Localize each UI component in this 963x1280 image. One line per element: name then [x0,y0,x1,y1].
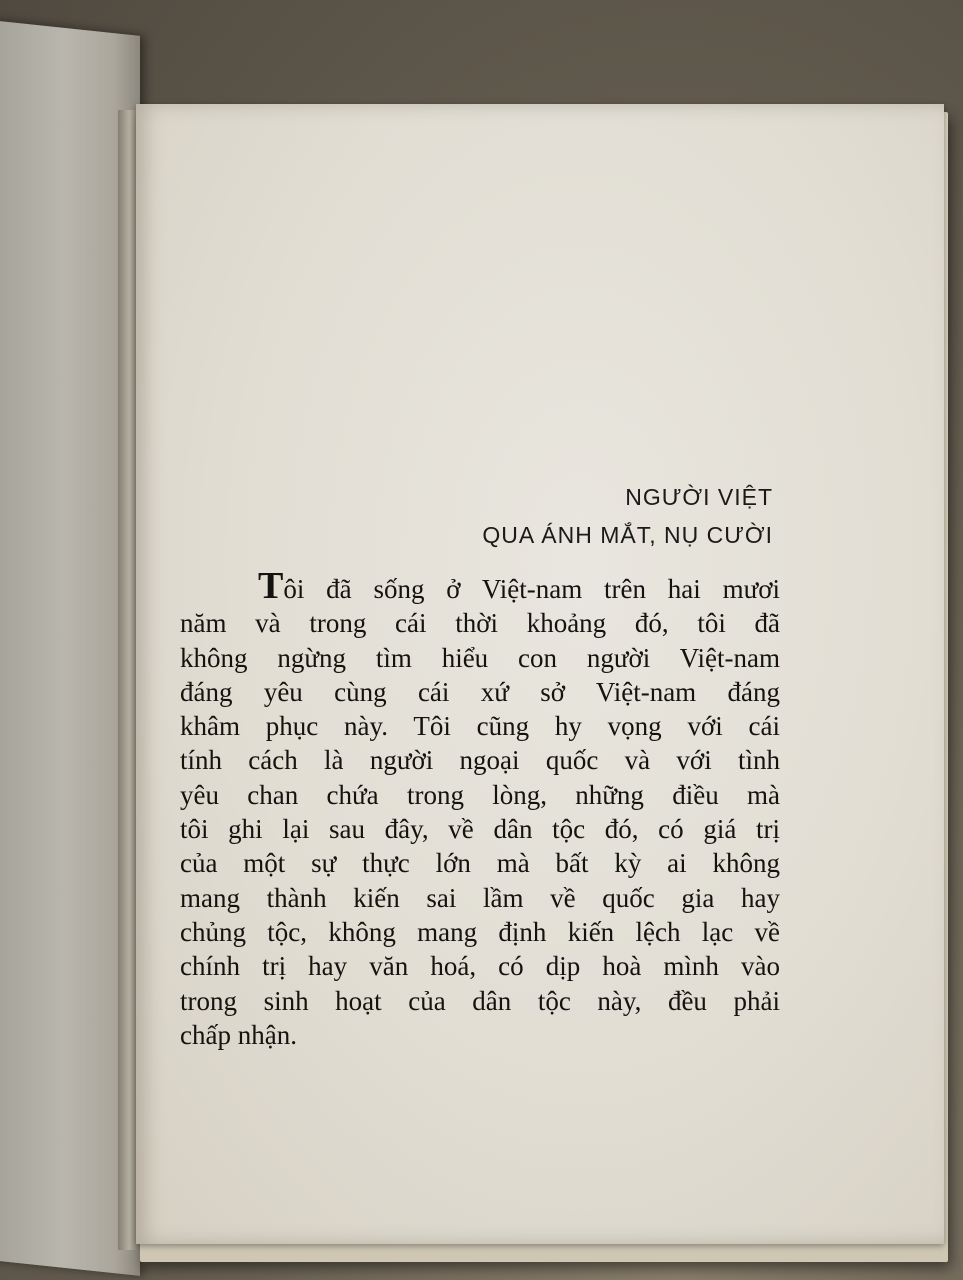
paragraph-line: trong sinh hoạt của dân tộc này, đều phải [180,985,780,1016]
chapter-title-line-1: NGƯỜI VIỆT [625,484,773,510]
paragraph-last-line: chấp nhận. [180,1019,297,1050]
body-paragraph [180,565,780,1052]
paragraph-line: mang thành kiến sai lầm về quốc gia hay [180,882,780,913]
first-line-text: ôi đã sống ở Việt-nam trên hai mươi [283,574,780,604]
drop-cap: T [258,565,284,607]
chapter-title-line-2: QUA ÁNH MẮT, NỤ CƯỜI [482,522,773,548]
paragraph-line: yêu chan chứa trong lòng, những điều mà [180,779,780,810]
paragraph-line: chủng tộc, không mang định kiến lệch lạc về [180,916,780,947]
paragraph-line: đáng yêu cùng cái xứ sở Việt-nam đáng [180,676,780,707]
paragraph-line: khâm phục này. Tôi cũng hy vọng với cái [180,711,780,742]
paragraph-line: chính trị hay văn hoá, có dịp hoà mình vào [180,951,780,982]
paragraph-line: tôi ghi lại sau đây, về dân tộc đó, có giá trị [180,814,780,845]
paragraph-line [180,565,780,607]
paragraph-line: của một sự thực lớn mà bất kỳ ai không [180,848,780,879]
chapter-heading [482,478,773,554]
paragraph-line: không ngừng tìm hiểu con người Việt-nam [180,642,780,673]
paragraph-line: năm và trong cái thời khoảng đó, tôi đã [180,608,780,639]
paragraph-line: tính cách là người ngoại quốc và với tình [180,745,780,776]
